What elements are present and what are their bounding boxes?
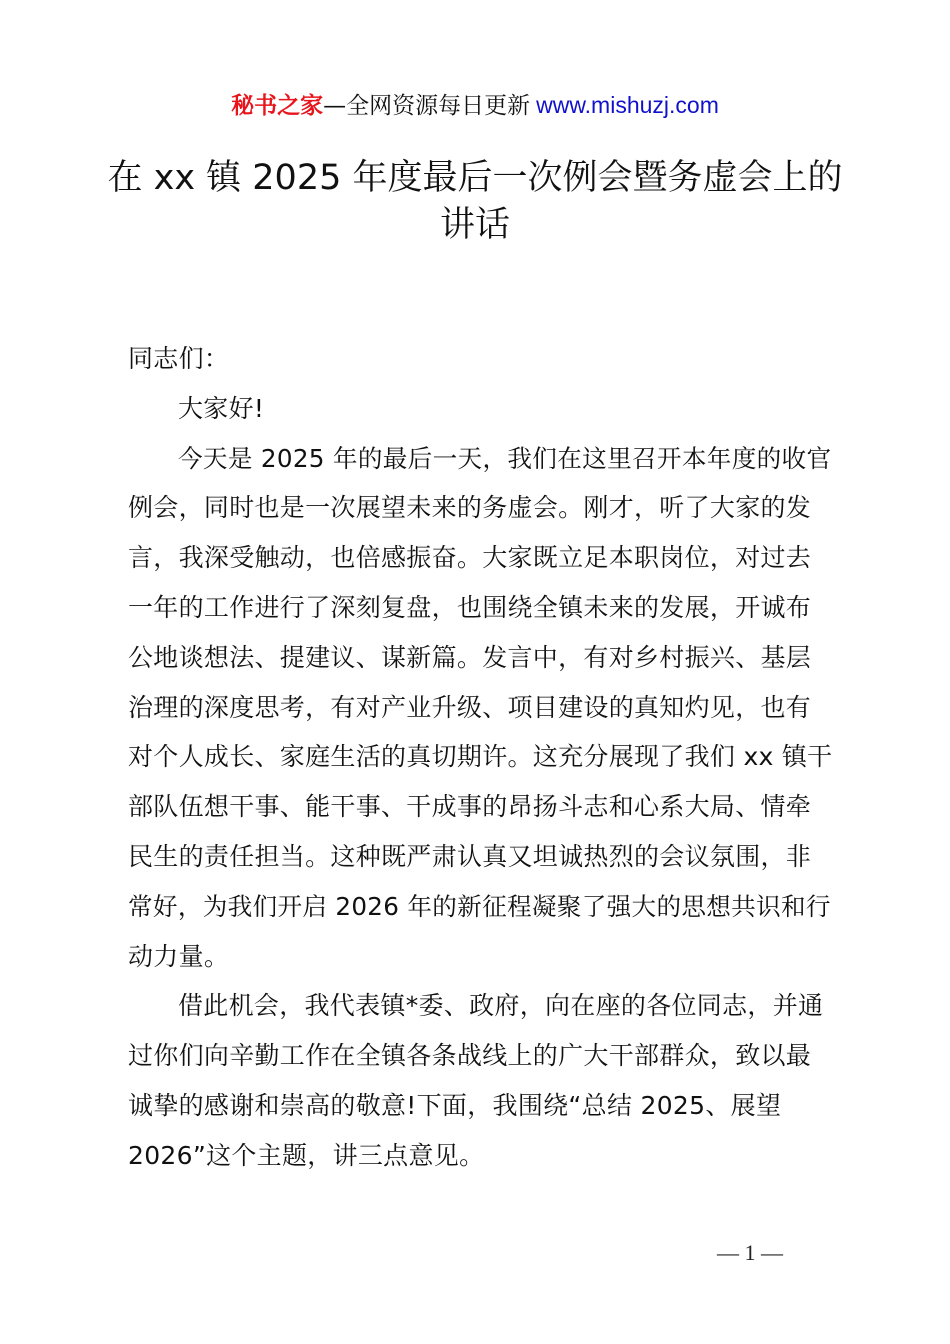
- paragraph-2: [128, 981, 833, 1180]
- paragraph-line: 2026”这个主题，讲三点意见。: [128, 1140, 485, 1170]
- paragraph-line: 常好，为我们开启 2026 年的新征程凝聚了强大的思想共识和行: [128, 891, 831, 921]
- document-body: [128, 334, 833, 1181]
- site-url-link[interactable]: www.mishuzj.com: [536, 92, 719, 118]
- paragraph-line: 公地谈想法、提建议、谋新篇。发言中，有对乡村振兴、基层: [128, 642, 812, 672]
- paragraph-line: 过你们向辛勤工作在全镇各条战线上的广大干部群众，致以最: [128, 1041, 812, 1071]
- document-title: [100, 155, 850, 249]
- greeting: 大家好!: [178, 393, 265, 423]
- site-brand: 秘书之家: [231, 93, 324, 119]
- paragraph-line: 对个人成长、家庭生活的真切期许。这充分展现了我们 xx 镇干: [128, 742, 833, 772]
- title-line: 讲话: [439, 205, 510, 245]
- paragraph-line: 一年的工作进行了深刻复盘，也围绕全镇未来的发展，开诚布: [128, 592, 812, 622]
- salutation: 同志们：: [128, 344, 230, 373]
- page-number: — 1 —: [717, 1240, 783, 1265]
- site-header: [0, 88, 950, 123]
- paragraph-line: 例会，同时也是一次展望未来的务虚会。刚才，听了大家的发: [128, 493, 812, 523]
- paragraph-line: 部队伍想干事、能干事、干成事的昂扬斗志和心系大局、情牵: [128, 792, 812, 822]
- paragraph-line: 动力量。: [128, 941, 230, 971]
- title-line: 在 xx 镇 2025 年度最后一次例会暨务虚会上的: [107, 158, 843, 198]
- paragraph-line: 民生的责任担当。这种既严肃认真又坦诚热烈的会议氛围，非: [128, 841, 812, 871]
- paragraph-line: 今天是 2025 年的最后一天，我们在这里召开本年度的收官: [178, 443, 832, 473]
- paragraph-line: 借此机会，我代表镇*委、政府，向在座的各位同志，并通: [178, 991, 824, 1021]
- paragraph-1: [128, 434, 833, 982]
- site-tagline: —全网资源每日更新: [323, 93, 531, 119]
- paragraph-line: 诚挚的感谢和崇高的敬意!下面，我围绕“总结 2025、展望: [128, 1090, 782, 1120]
- paragraph-line: 治理的深度思考，有对产业升级、项目建设的真知灼见，也有: [128, 692, 812, 722]
- paragraph-line: 言，我深受触动，也倍感振奋。大家既立足本职岗位，对过去: [128, 543, 812, 573]
